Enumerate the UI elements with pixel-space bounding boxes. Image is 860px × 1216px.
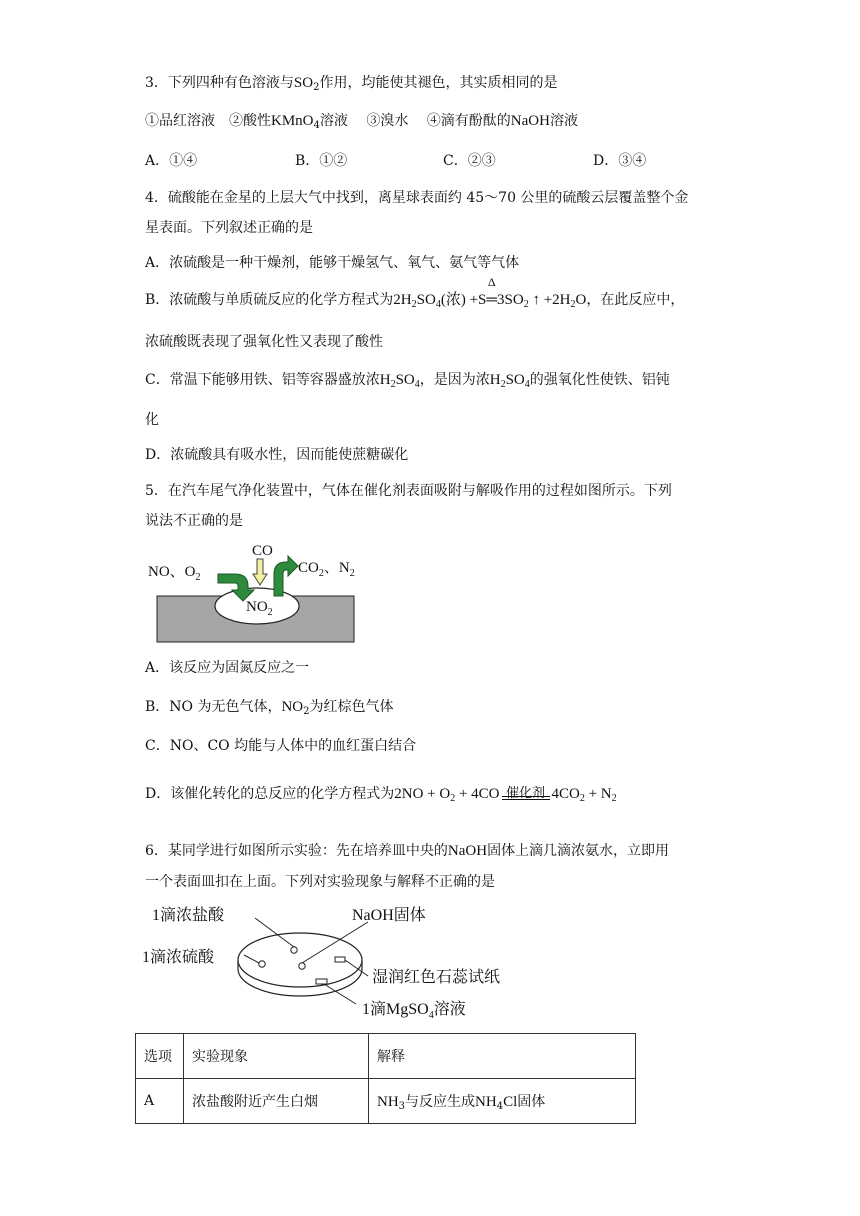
q6-table bbox=[135, 1033, 636, 1124]
q4-option-c-line2: 化 bbox=[145, 412, 159, 428]
table-header: 选项 bbox=[136, 1034, 184, 1079]
co-arrow bbox=[253, 559, 267, 585]
q5-option-c[interactable]: C．NO、CO 均能与人体中的血红蛋白结合 bbox=[145, 738, 417, 754]
hcl-label: 1滴浓盐酸 bbox=[152, 907, 225, 924]
q3-option-d[interactable]: D．③④ bbox=[593, 153, 647, 169]
q5-stem-line1: 5．在汽车尾气净化装置中，气体在催化剂表面吸附与解吸作用的过程如图所示。下列 bbox=[145, 483, 672, 499]
table-cell-option: A bbox=[136, 1079, 184, 1124]
q4-option-b[interactable]: B．浓硫酸与单质硫反应的化学方程式为$2H_2SO_4$(浓) +S Δ $═3SO_2$ ↑ $+2H_2O$，在此反应中， bbox=[145, 275, 685, 310]
q3-options bbox=[145, 151, 646, 171]
catalyst-diagram bbox=[140, 538, 380, 650]
litmus-paper bbox=[335, 957, 345, 962]
hcl-drop bbox=[291, 947, 297, 953]
q3-option-b[interactable]: B．①② bbox=[295, 153, 348, 169]
q6-stem-line1: 6．某同学进行如图所示实验：先在培养皿中央的NaOH固体上滴几滴浓氨水，立即用 bbox=[145, 843, 670, 859]
mgso4-label: 1滴MgSO$_4$溶液 bbox=[362, 1001, 466, 1021]
q4-option-a[interactable]: A．浓硫酸是一种干燥剂，能够干燥氢气、氧气、氨气等气体 bbox=[145, 255, 520, 271]
mgso4-drop bbox=[316, 979, 327, 984]
h2so4-drop bbox=[259, 961, 265, 967]
table-cell-phenomenon: 浓盐酸附近产生白烟 bbox=[184, 1079, 369, 1124]
q4-option-b-line2: 浓硫酸既表现了强氧化性又表现了酸性 bbox=[145, 334, 383, 350]
q3-stem: 3．下列四种有色溶液与$SO_2$作用，均能使其褪色，其实质相同的是 bbox=[145, 75, 558, 93]
q4-option-c[interactable]: C．常温下能够用铁、铝等容器盛放浓$H_2SO_4$，是因为浓$H_2SO_4$的强氧化性使铁、铝钝 bbox=[145, 372, 670, 390]
naoh-label: NaOH固体 bbox=[352, 907, 426, 924]
table-row bbox=[136, 1079, 636, 1124]
q3-option-c[interactable]: C．②③ bbox=[443, 153, 496, 169]
table-header: 解释 bbox=[369, 1034, 636, 1079]
q5-stem-line2: 说法不正确的是 bbox=[145, 513, 243, 529]
desorption-arrow bbox=[274, 556, 298, 596]
petri-dish-diagram bbox=[140, 898, 540, 1023]
table-header-row bbox=[136, 1034, 636, 1079]
no-o2-label: NO、$O_2$ bbox=[148, 564, 201, 583]
svg-text:NO2: $NO_2$ bbox=[246, 599, 273, 618]
h2so4-label: 1滴浓硫酸 bbox=[142, 949, 215, 966]
catalyst-label: 催化剂 bbox=[505, 785, 545, 800]
q6-stem-line2: 一个表面皿扣在上面。下列对实验现象与解释不正确的是 bbox=[145, 874, 495, 890]
q3-option-a[interactable]: A．①④ bbox=[145, 153, 198, 169]
table-cell-explanation: $NH_3$与反应生成$NH_4Cl$固体 bbox=[369, 1079, 636, 1124]
table-header: 实验现象 bbox=[184, 1034, 369, 1079]
q5-option-b[interactable]: B．NO 为无色气体，$NO_2$为红棕色气体 bbox=[145, 699, 394, 717]
heat-symbol: Δ bbox=[487, 275, 496, 289]
q5-option-d[interactable]: D．该催化转化的总反应的化学方程式为$2NO + O_2 + 4CO$ 催化剂 $4CO_2 + N_2$ bbox=[145, 785, 617, 804]
co2-n2-label: $CO_2$、$N_2$ bbox=[298, 560, 355, 579]
q5-option-a[interactable]: A．该反应为固氮反应之一 bbox=[145, 660, 310, 676]
co-label: CO bbox=[252, 543, 273, 559]
q4-stem-line2: 星表面。下列叙述正确的是 bbox=[145, 220, 313, 236]
q4-stem-line1: 4．硫酸能在金星的上层大气中找到，离星球表面约 45～70 公里的硫酸云层覆盖整个金 bbox=[145, 190, 689, 206]
q3-items: ①品红溶液 ②酸性KMnO$_4$溶液 ③溴水 ④滴有酚酞的NaOH溶液 bbox=[145, 113, 578, 131]
naoh-solid bbox=[299, 963, 305, 969]
litmus-label: 湿润红色石蕊试纸 bbox=[372, 969, 501, 986]
q4-option-d[interactable]: D．浓硫酸具有吸水性，因而能使蔗糖碳化 bbox=[145, 447, 409, 463]
